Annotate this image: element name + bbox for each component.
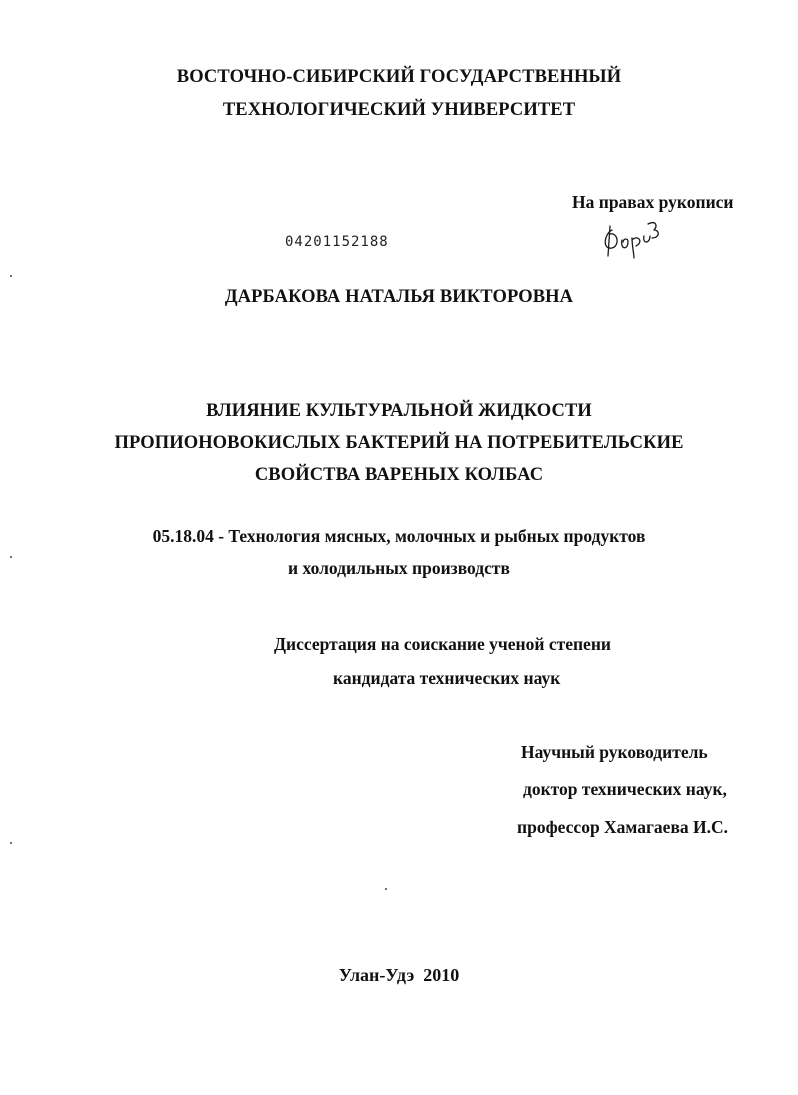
- degree-line-1: Диссертация на соискание ученой степени: [274, 634, 611, 654]
- dissertation-title-line-2: ПРОПИОНОВОКИСЛЫХ БАКТЕРИЙ НА ПОТРЕБИТЕЛЬСКИЕ: [114, 433, 684, 453]
- place-and-year: Улан-Удэ 2010: [338, 965, 460, 985]
- scan-speck: [10, 556, 12, 558]
- manuscript-note: На правах рукописи: [572, 192, 734, 212]
- author-name: ДАРБАКОВА НАТАЛЬЯ ВИКТОРОВНА: [224, 287, 574, 307]
- supervisor-name: профессор Хамагаева И.С.: [517, 817, 729, 837]
- dissertation-title-line-3: СВОЙСТВА ВАРЕНЫХ КОЛБАС: [254, 465, 544, 485]
- specialty-line-1: 05.18.04 - Технология мясных, молочных и рыбных продуктов: [152, 526, 646, 546]
- dissertation-title-line-1: ВЛИЯНИЕ КУЛЬТУРАЛЬНОЙ ЖИДКОСТИ: [206, 401, 592, 421]
- supervisor-label: Научный руководитель: [521, 742, 708, 762]
- degree-line-2: кандидата технических наук: [333, 668, 561, 688]
- university-name-line-2: ТЕХНОЛОГИЧЕСКИЙ УНИВЕРСИТЕТ: [222, 100, 576, 120]
- scan-speck: [385, 888, 387, 890]
- scan-speck: [10, 275, 12, 277]
- supervisor-degree: доктор технических наук,: [523, 779, 727, 799]
- specialty-line-2: и холодильных производств: [288, 558, 510, 578]
- university-name-line-1: ВОСТОЧНО-СИБИРСКИЙ ГОСУДАРСТВЕННЫЙ: [176, 67, 622, 87]
- scan-speck: [10, 842, 12, 844]
- handwritten-signature: [598, 216, 668, 260]
- registration-number: 04201152188: [285, 234, 389, 250]
